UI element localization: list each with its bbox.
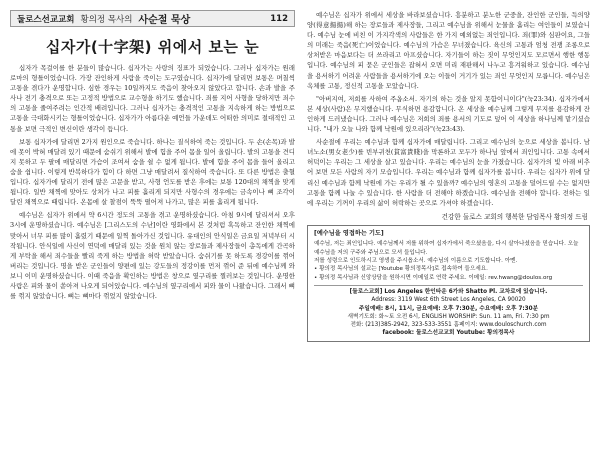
notice-box	[307, 225, 590, 343]
right-column	[307, 10, 590, 456]
prayer-line-1: 예수님, 저는 죄인입니다. 예수님께서 저를 위하여 십자가에서 죽으셨음을, 다시 살아나셨음을 믿습니다. 오늘 예수님을 저의 구주와 주님으로 모셔 들입니다.	[314, 241, 579, 256]
header-bar	[10, 10, 295, 27]
preacher-label: 황의정 목사의	[80, 14, 133, 25]
social-links: facebook: 둘로스선교교회 Youtube: 황의정목사	[382, 330, 515, 337]
right-paragraph-1: 예수님은 십자가 위에서 세상을 바라보셨습니다. 흥분하고 분노한 군중을, 잔인한 군인들, 득의양양(得意揚揚)해 하는 장로들과 제사장들, 그리고 예수님을 위해서 눈물을 흘리는 여인들이 보였습니다. 예수님 눈에 비친 이 가지각색의 사람들은 한 가지 예외없는 죄인입니다. 죄(罪)와 심판이요, 그들의 미래는 죽음(死亡)이었습니다. 예수님의 가슴은 무너졌습니다. 육신의 고통과 엄청 전쟁 조롱으로 상처받은 마음보다는 더 쓰라리고 아프셨습니다. 자기들이 하는 짓이 무엇인지도 모르면서 행한 행동입니다. 예수님의 피 묻은 군인들은 잡혀서 오면 미리 재판해서 나누고 흥겨워하고 있습니다. 예수님을 용서하기 어려운 사람들을 용서하기에 오는 이들이 거기가 있는 죄인 무엇인지 모릅니다. 예수님은 옥체를 고통, 정신적 고통을 모았습니다.	[307, 11, 590, 90]
left-paragraph-2: 보통 십자가에 달리면 2가지 원인으로 죽습니다. 하나는 질식하여 죽는 것입니다. 두 손(손목)과 발에 못이 박혀 매달려 있기 때문에 숨쉬기 위해서 발에 힘을 주어 몸을 일어 올립니다. 발의 고통을 견디지 못하고 두 팔에 매달리면 가슴이 조여서 숨을 쉴 수 없게 됩니다. 발에 힘을 주어 몸을 들어 올리고 숨을 쉽니다. 이렇게 반복하다가 힘이 다 하면 그냥 매달려서 질식하여 죽습니다. 또 다른 방법은 출혈입니다. 십자가에 달리기 전에 많은 고문을 받고, 사형 언도를 받은 후에는 보통 120대의 채찍을 맞게 됩니다. 일반 채찍에 맞아도 상처가 나고 피를 흘리게 되지만 사형수의 경우에는 금속이나 뼈 조각이 달린 채찍으로 때립니다. 온몸에 살 찰점이 뚝뚝 떨어져 나가고, 많은 피를 흘리게 됩니다.	[10, 137, 295, 207]
left-paragraph-3: 예수님은 십자가 위에서 약 6시간 정도의 고통을 겪고 운명하셨습니다. 아침 9시에 달리셔서 오후 3시에 운명하셨습니다. 예수님은 [그리스도의 수난]이란 영화에서 본 것처럼 혹독하고 잔인한 채찍에 맞아서 너무 피를 많이 흘렸기 때문에 일찍 돌아가신 것입니다. 유대인의 안식일은 금요일 저녁부터 시작됩니다. 안식일에 사신이 연덕에 매달리 있는 것을 원치 않는 장로들과 제사장들이 총독에게 간곡하게 부탁을 해서 죄수들을 빨리 죽게 하는 방법을 허락 받았습니다. 숨쉬기를 못 하도록 경강이를 꺾어 버리는 것입니다. 명을 받은 군인들이 양편에 있는 강도들의 정강이를 먼저 꺾어 준 뒤에 예수님께 와보니 이미 운명하셨습니다. 이때 죽음을 확인하는 방법은 창으로 옆구리를 찔러보는 것입니다. 운명한 사람은 피와 물이 쏟아져 나오게 되어있습니다. 예수님의 옆구리에서 피와 물이 나왔습니다. 그래서 뼈를 꺾지 않았습니다. 뼈는 뼈마다 꺾었지 않았습니다.	[10, 211, 295, 301]
left-column	[10, 10, 295, 456]
email-notice: • 황의정 목사님과 신앙상담을 원하시면 이메일로 연락 주세요. 이메일: rev.hwang@doulos.org	[314, 274, 553, 281]
right-paragraph-3: 사순절에 우리는 예수님과 함께 십자가에 매달립니다. 그리고 예수님의 눈으로 세상을 봅니다. 남녀노소(男女老少)를 빈부귀천(貧富貴賤)을 막론하고 모두가 하나님 앞에서 죄인입니다. 고통 속에서 허덕이는 우리는 그 세상을 살고 있습니다. 우리는 예수님의 눈을 가졌습니다. 십자가의 빛 아래 비추어 보면 모든 사람의 자기 모습입니다. 우리는 예수님과 함께 십자가를 봅니다. 우리는 십자가 위에 달리신 예수님과 함께 낙원에 가는 우리가 될 수 있을까? 예수님의 영혼의 고통을 덜어드릴 수는 없지만 고통을 함께 나눌 수 있습니다. 한 사람을 더 전해야 하겠습니다. 예수님을 전해야 합니다. 전하는 일에 우리는 기꺼이 우리의 삶이 허락하는 곳으로 가셔야 하겠습니다.	[307, 138, 590, 207]
church-location: [둘로스교회] Los Angeles 한인타운 6가와 Shatto Pl. 교차로에 있습니다.	[349, 289, 548, 296]
sermon-title: 십자가(十字架) 위에서 보는 눈	[45, 38, 260, 56]
prayer-line-2: 저를 성령으로 인도하시고 영생을 주시옵소서. 예수님의 이름으로 기도합니다. 아멘.	[314, 258, 518, 264]
worship-schedule: 주일예배: 8시, 11시, 금요예배: 오후 7:30분, 수요예배: 오후 7:30분	[358, 305, 539, 312]
left-paragraph-1: 십자가 목걸이를 한 분들이 많습니다. 십자가는 사랑의 징표가 되었습니다. 그러나 십자가는 원래 로마의 형틀이었습니다. 가장 잔인하게 사람을 죽이는 도구였습니다. 십자가에 달리면 보통은 며칠씩 고통을 겪다가 운명합니다. 심한 경우는 10일까지도 죽음이 찾아오지 않았다고 합니다. 손과 발을 주사나 전기 충격으로 또는 고정적 방법으로 교수형을 하기도 했습니다. 죄를 지어 사형을 당하지만 죄수의 고통을 줄여주려는 인간적 배려입니다. 그러나 십자가는 충격적인 고통을 지속하게 하는 방법으로 고통을 극대화시키는 형틀이었습니다. 십자가가 아름다운 예언들 가운데도 어떠한 의미로 절대적인 고통을 보면 극적인 변신이란 생각이 듭니다.	[10, 64, 295, 133]
contact-info: 전화: (213)385-2942, 323-533-3551 홈페이지: www.douloschurch.com	[350, 322, 547, 329]
sign-off: 건강한 둘로스 교회의 행복한 담임목사 황의정 드림	[441, 212, 588, 221]
right-paragraph-2: "아버지여, 저희를 사하여 주옵소서. 자기의 하는 것을 알지 못함이니이다"(눅23:34). 십자가에서 본 세상(사람)은 무지했습니다. 무식하면 용감합니다. 온 세상을 예수님께 그렇게 무지를 용감하게 잔인하게 드러냈습니다. 그러나 예수님은 저희의 죄를 용서의 기도로 덮어 이 세상을 하나님께 맡기셨습니다. "내가 오늘 나와 함께 낙원에 있으리라"(눅23:43).	[307, 94, 590, 134]
english-schedule: 새벽기도회: 화~토 오전 6시, ENGLISH WORSHIP: Sun. 11 am, Fri. 7:30 pm	[347, 313, 550, 320]
church-name: 둘로스선교교회	[17, 14, 75, 25]
church-info	[314, 285, 583, 337]
notice-title: [예수님을 영접하는 기도]	[314, 229, 384, 237]
column-title: 사순절 묵상	[138, 15, 191, 26]
page-number: 112	[270, 13, 288, 24]
youtube-notice: • 황의정 목사님의 설교는 [Youtube 황의정목사]로 접속하여 들으세요.	[314, 266, 488, 273]
church-address: Address: 3119 West 6th Street Los Angeles, CA 90020	[371, 297, 526, 304]
